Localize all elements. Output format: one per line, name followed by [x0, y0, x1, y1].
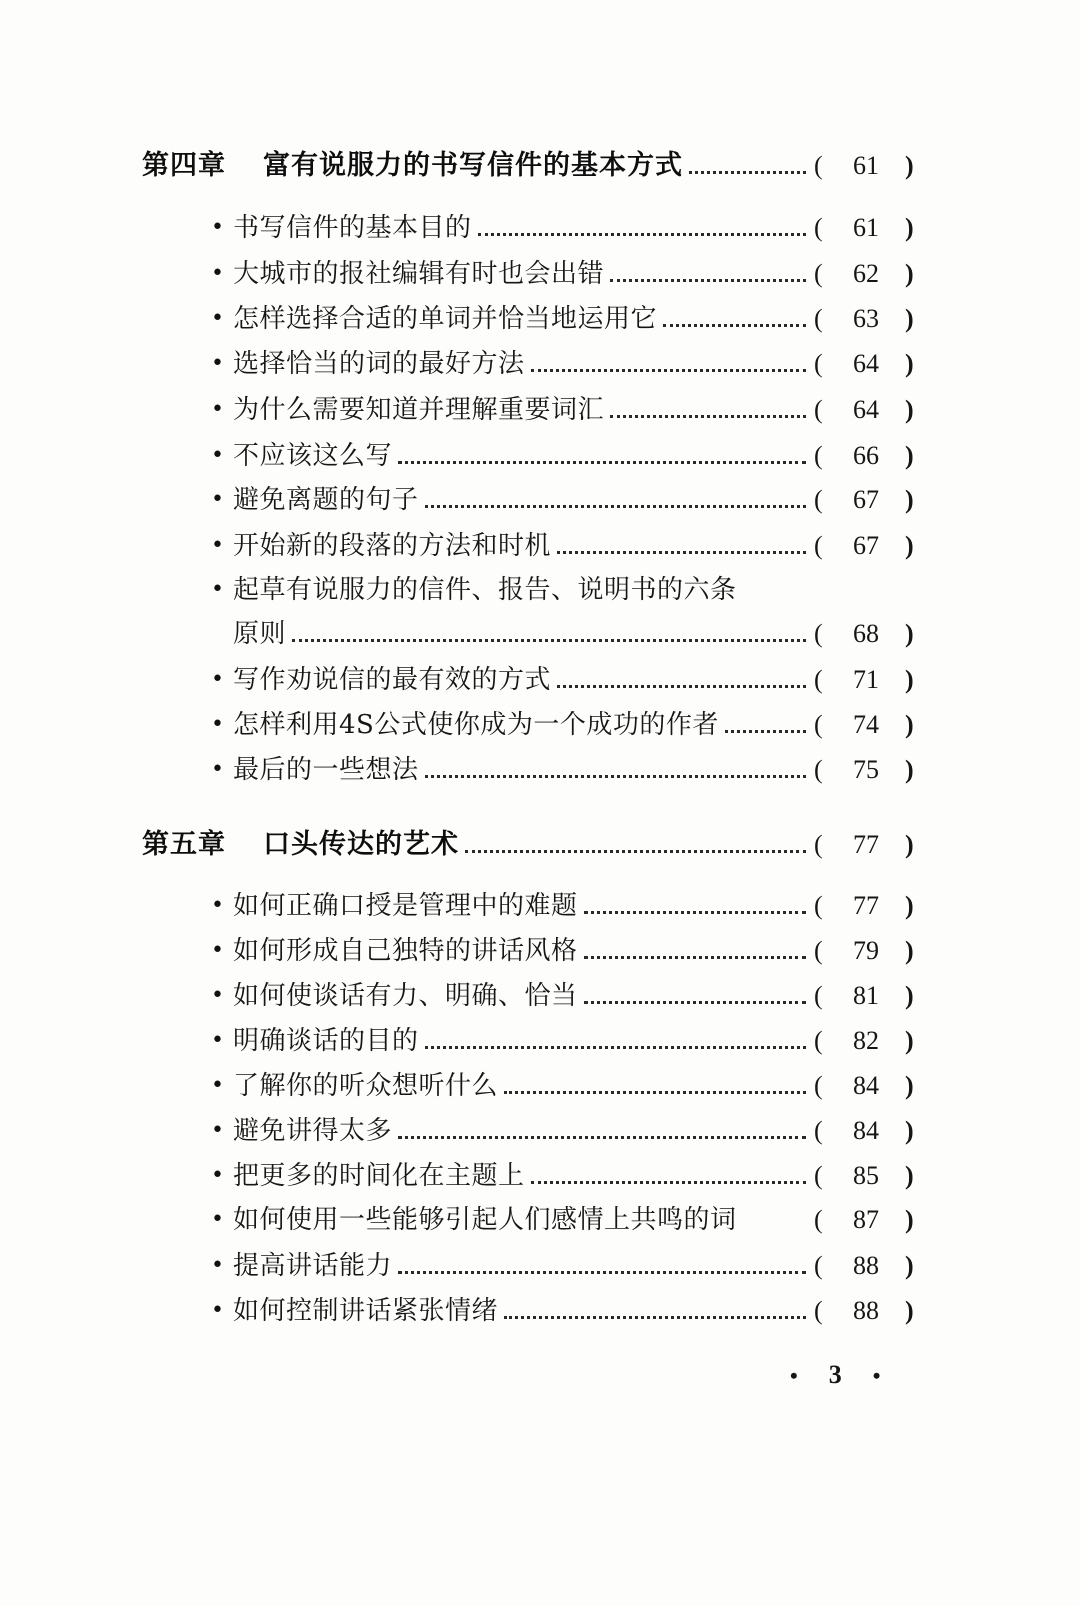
- bullet: •: [211, 487, 224, 512]
- paren-close: ): [905, 151, 914, 180]
- dot-leader: [504, 1091, 806, 1094]
- toc-entry: [0, 299, 1080, 339]
- page-number: 88: [853, 1296, 879, 1325]
- page-number: 77: [853, 830, 879, 859]
- toc-entry: [0, 1200, 1080, 1240]
- paren-close: ): [905, 891, 914, 920]
- paren-open: (: [814, 213, 823, 242]
- paren-open: (: [814, 151, 823, 180]
- entry-title: 怎样利用4S公式使你成为一个成功的作者: [233, 710, 719, 740]
- paren-close: ): [905, 259, 914, 288]
- page-number: 75: [853, 755, 879, 784]
- paren-close: ): [905, 981, 914, 1010]
- bullet: •: [211, 261, 224, 286]
- entry-title: 为什么需要知道并理解重要词汇: [233, 395, 605, 425]
- entry-title: 明确谈话的目的: [233, 1026, 419, 1056]
- paren-close: ): [905, 531, 914, 560]
- page-footer: [790, 1355, 880, 1395]
- toc-entry: [0, 480, 1080, 520]
- dot-leader: [425, 775, 806, 778]
- dot-leader: [610, 415, 806, 418]
- bullet: •: [211, 757, 224, 782]
- dot-leader: [531, 369, 806, 372]
- bullet: •: [211, 938, 224, 963]
- bullet: •: [211, 397, 224, 422]
- bullet: •: [211, 667, 224, 692]
- dot-leader: [425, 505, 806, 508]
- page-number: 77: [853, 891, 879, 920]
- dot-leader: [292, 639, 806, 642]
- paren-open: (: [814, 349, 823, 378]
- dot-leader: [398, 461, 806, 464]
- page-number: 64: [853, 395, 879, 424]
- page-number-footer: 3: [828, 1360, 842, 1389]
- dot-leader: [531, 1181, 806, 1184]
- entry-title: 把更多的时间化在主题上: [233, 1161, 525, 1191]
- paren-open: (: [814, 304, 823, 333]
- bullet: •: [211, 1253, 224, 1278]
- bullet: •: [211, 1207, 224, 1232]
- dot-leader: [398, 1136, 806, 1139]
- entry-title: 避免讲得太多: [233, 1116, 393, 1146]
- paren-close: ): [905, 485, 914, 514]
- paren-open: (: [814, 485, 823, 514]
- bullet: •: [211, 1118, 224, 1143]
- bullet: •: [211, 1073, 224, 1098]
- entry-title: 如何控制讲话紧张情绪: [233, 1296, 499, 1326]
- page-number: 81: [853, 981, 879, 1010]
- dot-leader: [610, 279, 806, 282]
- page-number: 63: [853, 304, 879, 333]
- entry-title: 如何使谈话有力、明确、恰当: [233, 981, 578, 1011]
- page-number: 87: [853, 1205, 879, 1234]
- bullet: •: [211, 712, 224, 737]
- toc-entry: [0, 208, 1080, 248]
- bullet: •: [211, 1163, 224, 1188]
- dot-leader: [584, 911, 806, 914]
- toc-entry: [0, 1156, 1080, 1196]
- paren-close: ): [905, 665, 914, 694]
- page-number: 84: [853, 1116, 879, 1145]
- paren-open: (: [814, 1205, 823, 1234]
- toc-entry: [0, 886, 1080, 926]
- paren-open: (: [814, 755, 823, 784]
- paren-close: ): [905, 830, 914, 859]
- paren-open: (: [814, 1296, 823, 1325]
- toc-entry: [0, 705, 1080, 745]
- page-number: 74: [853, 710, 879, 739]
- toc-entry: [0, 570, 1080, 610]
- bullet: •: [211, 1028, 224, 1053]
- dot-leader: [584, 1001, 806, 1004]
- paren-close: ): [905, 936, 914, 965]
- entry-title: 提高讲话能力: [233, 1251, 393, 1281]
- page-number: 71: [853, 665, 879, 694]
- paren-open: (: [814, 531, 823, 560]
- paren-close: ): [905, 1251, 914, 1280]
- toc-entry: [0, 660, 1080, 700]
- chapter-heading: [0, 146, 1080, 186]
- paren-close: ): [905, 1116, 914, 1145]
- page-number: 62: [853, 259, 879, 288]
- entry-title: 书写信件的基本目的: [233, 213, 472, 243]
- dot-leader: [557, 685, 806, 688]
- entry-title: 如何形成自己独特的讲话风格: [233, 936, 578, 966]
- page-number: 61: [853, 213, 879, 242]
- toc-entry: [0, 1111, 1080, 1151]
- bullet: •: [211, 215, 224, 240]
- paren-close: ): [905, 1205, 914, 1234]
- paren-open: (: [814, 1161, 823, 1190]
- chapter-label: 第四章: [142, 150, 226, 181]
- bullet: •: [211, 443, 224, 468]
- page-number: 68: [853, 619, 879, 648]
- paren-close: ): [905, 710, 914, 739]
- paren-open: (: [814, 619, 823, 648]
- page-number: 66: [853, 441, 879, 470]
- toc-entry: [0, 1291, 1080, 1331]
- dot-leader: [557, 551, 806, 554]
- entry-title: 不应该这么写: [233, 441, 393, 471]
- page-number: 67: [853, 531, 879, 560]
- entry-title: 最后的一些想法: [233, 755, 419, 785]
- dot-leader: [663, 324, 806, 327]
- entry-title: 开始新的段落的方法和时机: [233, 531, 552, 561]
- dot-leader: [465, 850, 806, 853]
- page-number: 85: [853, 1161, 879, 1190]
- paren-close: ): [905, 1161, 914, 1190]
- paren-open: (: [814, 1026, 823, 1055]
- entry-title: 怎样选择合适的单词并恰当地运用它: [233, 304, 658, 334]
- dot-leader: [584, 956, 806, 959]
- toc-entry-continuation: [0, 614, 1080, 654]
- footer-dot: •: [790, 1363, 798, 1388]
- dot-leader: [478, 233, 806, 236]
- toc-entry: [0, 931, 1080, 971]
- paren-open: (: [814, 830, 823, 859]
- dot-leader: [689, 171, 806, 174]
- paren-open: (: [814, 1251, 823, 1280]
- paren-close: ): [905, 395, 914, 424]
- page-number: 88: [853, 1251, 879, 1280]
- entry-title-continuation: 原则: [233, 619, 287, 649]
- chapter-title: 富有说服力的书写信件的基本方式: [263, 150, 683, 181]
- paren-close: ): [905, 1026, 914, 1055]
- paren-close: ): [905, 755, 914, 784]
- bullet: •: [211, 577, 224, 602]
- entry-title: 避免离题的句子: [233, 485, 419, 515]
- bullet: •: [211, 893, 224, 918]
- paren-close: ): [905, 213, 914, 242]
- dot-leader: [425, 1046, 806, 1049]
- bullet: •: [211, 1298, 224, 1323]
- paren-open: (: [814, 441, 823, 470]
- toc-entry: [0, 1021, 1080, 1061]
- bullet: •: [211, 351, 224, 376]
- paren-open: (: [814, 936, 823, 965]
- page-number: 84: [853, 1071, 879, 1100]
- toc-entry: [0, 750, 1080, 790]
- page-number: 64: [853, 349, 879, 378]
- toc-entry: [0, 1246, 1080, 1286]
- paren-open: (: [814, 665, 823, 694]
- entry-title: 选择恰当的词的最好方法: [233, 349, 525, 379]
- paren-open: (: [814, 710, 823, 739]
- paren-open: (: [814, 1071, 823, 1100]
- toc-entry: [0, 344, 1080, 384]
- toc-entry: [0, 976, 1080, 1016]
- bullet: •: [211, 306, 224, 331]
- entry-title: 了解你的听众想听什么: [233, 1071, 499, 1101]
- dot-leader: [725, 730, 806, 733]
- paren-open: (: [814, 891, 823, 920]
- footer-dot: •: [872, 1363, 881, 1388]
- paren-open: (: [814, 259, 823, 288]
- paren-open: (: [814, 981, 823, 1010]
- paren-open: (: [814, 395, 823, 424]
- page-number: 82: [853, 1026, 879, 1055]
- bullet: •: [211, 983, 224, 1008]
- chapter-label: 第五章: [142, 829, 226, 860]
- entry-title: 起草有说服力的信件、报告、说明书的六条: [233, 575, 737, 605]
- chapter-title: 口头传达的艺术: [263, 829, 459, 860]
- dot-leader: [398, 1271, 806, 1274]
- paren-close: ): [905, 1296, 914, 1325]
- entry-title: 写作劝说信的最有效的方式: [233, 665, 552, 695]
- toc-entry: [0, 436, 1080, 476]
- dot-leader: [504, 1316, 806, 1319]
- paren-close: ): [905, 619, 914, 648]
- toc-entry: [0, 254, 1080, 294]
- page-number: 67: [853, 485, 879, 514]
- paren-close: ): [905, 349, 914, 378]
- entry-title: 大城市的报社编辑有时也会出错: [233, 259, 605, 289]
- page-number: 79: [853, 936, 879, 965]
- toc-entry: [0, 390, 1080, 430]
- entry-title: 如何使用一些能够引起人们感情上共鸣的词: [233, 1205, 737, 1235]
- paren-close: ): [905, 441, 914, 470]
- toc-entry: [0, 526, 1080, 566]
- toc-entry: [0, 1066, 1080, 1106]
- chapter-heading: [0, 825, 1080, 865]
- page-number: 61: [853, 151, 879, 180]
- bullet: •: [211, 533, 224, 558]
- paren-open: (: [814, 1116, 823, 1145]
- paren-close: ): [905, 304, 914, 333]
- entry-title: 如何正确口授是管理中的难题: [233, 891, 578, 921]
- paren-close: ): [905, 1071, 914, 1100]
